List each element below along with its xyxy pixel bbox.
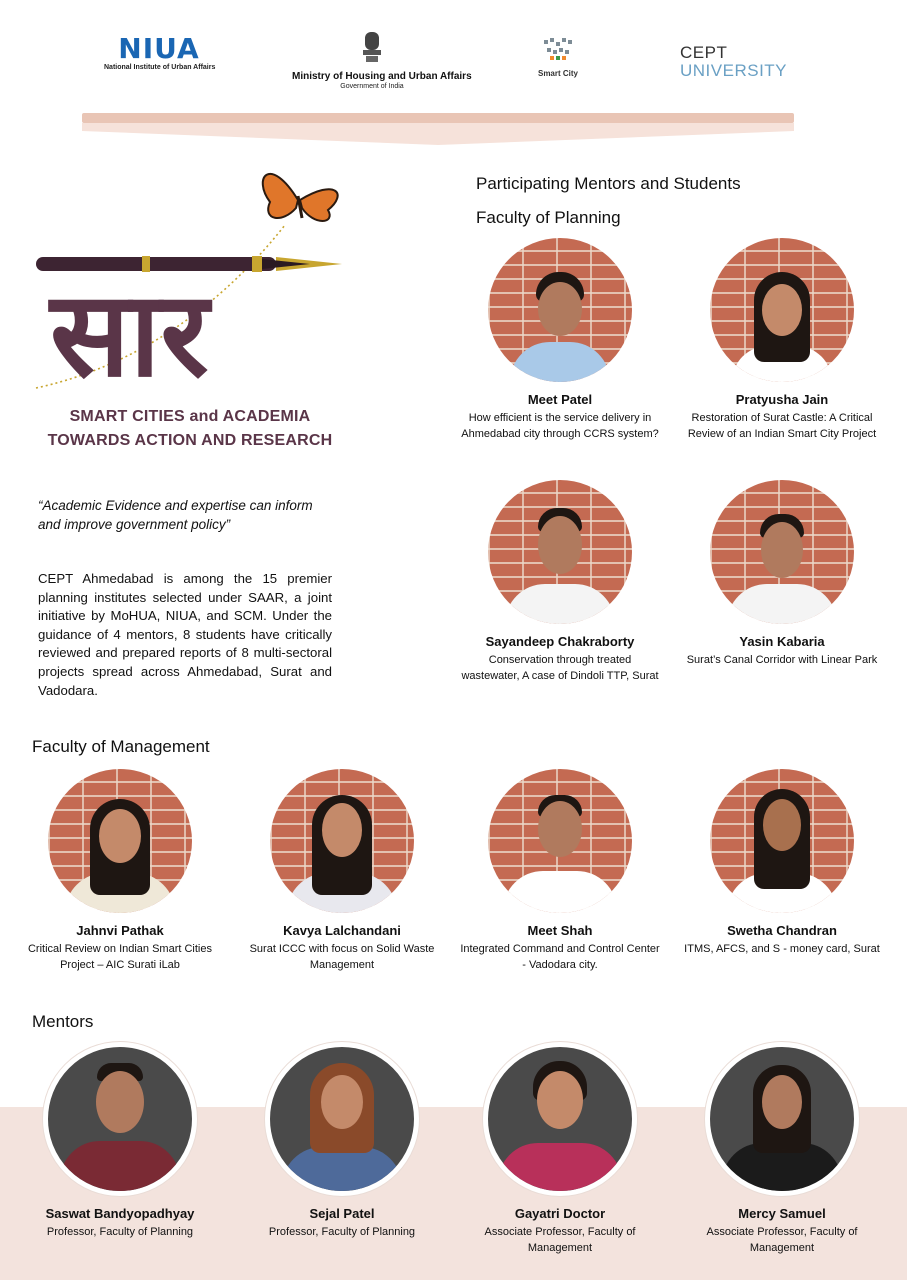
smart-city-icon <box>541 36 575 64</box>
person-project: Conservation through treated wastewater, A case of Dindoli TTP, Surat <box>461 654 659 682</box>
person-photo <box>488 769 632 913</box>
mentor-name: Sejal Patel <box>309 1206 375 1221</box>
person-photo <box>488 480 632 624</box>
person-photo <box>270 769 414 913</box>
niua-logo-text: National Institute of Urban Affairs <box>104 64 216 71</box>
person-name: Pratyusha Jain <box>735 392 829 407</box>
emblem-icon <box>360 30 384 66</box>
mentor-title: Professor, Faculty of Planning <box>268 1226 416 1238</box>
mentor-photo <box>705 1042 859 1196</box>
person-photo <box>48 769 192 913</box>
intro-paragraph: CEPT Ahmedabad is among the 15 premier planning institutes selected under SAAR, a joint initiative by MoHUA, NIUA, and SCM. Under the guidance of 4 mentors, 8 students have critically reviewed and prepared reports of 8 multi-sectoral projects spread across Ahmedabad, Surat and Vadodara. <box>38 571 332 698</box>
person-project: Surat’s Canal Corridor with Linear Park <box>686 654 878 666</box>
mentor-card <box>460 1042 660 1256</box>
person-card <box>242 769 442 973</box>
ministry-name: Ministry of Housing and Urban Affairs <box>292 71 472 82</box>
header-divider <box>82 113 794 123</box>
person-card <box>682 480 882 668</box>
person-card <box>682 238 882 442</box>
person-photo <box>710 238 854 382</box>
person-project: Integrated Command and Control Center - Vadodara city. <box>460 943 660 971</box>
quote-text: “Academic Evidence and expertise can inform and improve government policy” <box>38 498 313 532</box>
person-project: ITMS, AFCS, and S - money card, Surat <box>684 943 880 955</box>
mentor-title: Associate Professor, Faculty of Management <box>706 1226 858 1254</box>
niua-logo-mark: NIUA <box>118 32 200 65</box>
mentor-name: Mercy Samuel <box>738 1206 826 1221</box>
ministry-logo <box>292 30 472 90</box>
mentor-name: Saswat Bandyopadhyay <box>45 1206 195 1221</box>
mentor-card <box>682 1042 882 1256</box>
person-name: Jahnvi Pathak <box>76 923 164 938</box>
saar-devanagari: सार <box>50 265 209 400</box>
cept-logo-line1: CEPT <box>680 43 728 62</box>
person-card <box>460 480 660 684</box>
person-name: Swetha Chandran <box>727 923 837 938</box>
person-card <box>460 769 660 973</box>
cept-logo <box>680 44 790 80</box>
person-photo <box>710 480 854 624</box>
mentor-title: Professor, Faculty of Planning <box>46 1226 194 1238</box>
person-card <box>682 769 882 957</box>
mentor-photo <box>483 1042 637 1196</box>
person-project: Surat ICCC with focus on Solid Waste Management <box>249 943 435 971</box>
header-ribbon <box>82 123 794 145</box>
person-photo <box>488 238 632 382</box>
person-project: Critical Review on Indian Smart Cities Project – AIC Surati iLab <box>27 943 212 971</box>
mentor-name: Gayatri Doctor <box>514 1206 606 1221</box>
mentors-heading: Mentors <box>32 1012 94 1031</box>
mentor-card <box>20 1042 220 1240</box>
planning-heading: Faculty of Planning <box>476 208 621 227</box>
niua-logo <box>104 34 214 71</box>
saar-tagline-2: TOWARDS ACTION AND RESEARCH <box>47 432 333 449</box>
person-name: Meet Shah <box>527 923 593 938</box>
participants-heading: Participating Mentors and Students <box>476 174 741 193</box>
ministry-sub: Government of India <box>340 83 404 90</box>
person-project: Restoration of Surat Castle: A Critical Review of an Indian Smart City Project <box>687 412 877 440</box>
person-photo <box>710 769 854 913</box>
cept-logo-line2: UNIVERSITY <box>680 61 788 80</box>
person-name: Kavya Lalchandani <box>283 923 401 938</box>
person-name: Yasin Kabaria <box>739 634 825 649</box>
person-name: Sayandeep Chakraborty <box>485 634 635 649</box>
saar-tagline-1: SMART CITIES and ACADEMIA <box>69 408 311 425</box>
person-name: Meet Patel <box>527 392 593 407</box>
management-heading: Faculty of Management <box>32 737 210 756</box>
butterfly-icon <box>263 174 338 221</box>
saar-logo <box>30 160 360 400</box>
mentor-photo <box>43 1042 197 1196</box>
mentor-card <box>242 1042 442 1240</box>
person-project: How efficient is the service delivery in Ahmedabad city through CCRS system? <box>461 412 659 440</box>
smart-city-label: Smart City <box>537 69 578 78</box>
smart-city-logo <box>528 36 588 78</box>
mentor-photo <box>265 1042 419 1196</box>
person-card <box>20 769 220 973</box>
person-card <box>460 238 660 442</box>
mentor-title: Associate Professor, Faculty of Management <box>484 1226 636 1254</box>
